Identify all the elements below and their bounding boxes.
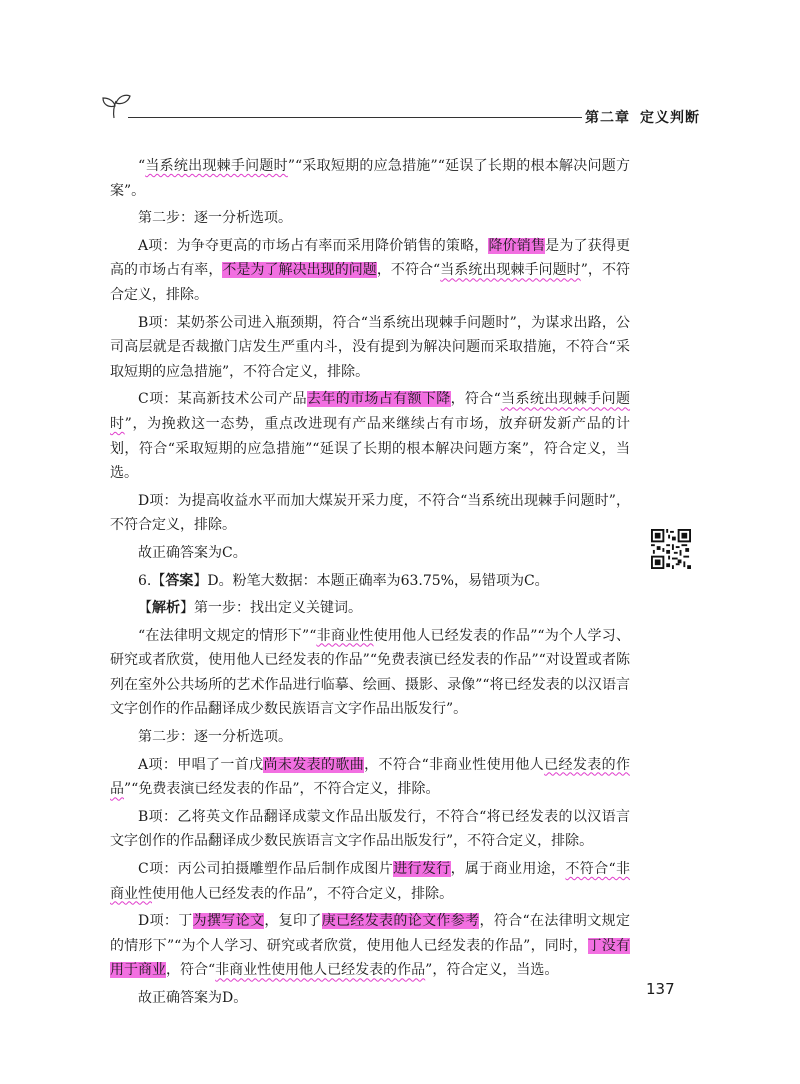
paragraph xyxy=(110,986,630,1011)
text-run: B项：乙将英文作品翻译成蒙文作品出版发行，不符合“将已经发表的以汉语言文字创作的作品翻译成少数民族语言文字作品出版发行”，不符合定义，排除。 xyxy=(110,808,630,850)
text-run: ”“采取短期的应急措施”“延误了长期的根本解决问题方案”。 xyxy=(110,158,630,199)
text-run: ，不符合“ xyxy=(376,262,441,279)
text-run: 使用他人已经发表的作品”，不符合定义，排除。 xyxy=(152,885,454,902)
paragraph xyxy=(110,206,630,231)
paragraph xyxy=(110,569,630,594)
text-run: 故正确答案为C。 xyxy=(138,544,247,561)
header-rule xyxy=(128,117,582,118)
text-run: ”，为挽救这一态势，重点改进现有产品来继续占有市场，放弃研发新产品的计划，符合“采取短期的应急措施”“延误了长期的根本解决问题方案”，符合定义，当选。 xyxy=(110,415,631,482)
text-run: B项：某奶茶公司进入瓶颈期，符合“当系统出现棘手问题时”，为谋求出路，公司高层就是否裁撤门店发生严重内斗，没有提到为解决问题而采取措施，不符合“采取短期的应急措施”，不符合定义，排除。 xyxy=(110,314,630,380)
text-run: D项：丁 xyxy=(138,913,193,930)
text-run: ”“免费表演已经发表的作品”，不符合定义，排除。 xyxy=(124,781,440,798)
paragraph xyxy=(110,234,630,308)
highlighted-text: 庚已经发表的论文作参考 xyxy=(321,913,480,930)
text-run: ，符合“在法律明文规定的情形下”“为个人学习、研究或者欣赏，使用他人已经发表的作品”，同时， xyxy=(110,913,631,954)
wavy-underlined-text: 当系统出现棘手问题时 xyxy=(440,262,581,279)
paragraph xyxy=(110,909,630,983)
chapter-number: 第二章 xyxy=(585,110,630,126)
text-run: 【 xyxy=(138,600,152,617)
text-run: 故正确答案为D。 xyxy=(138,990,248,1006)
text-run: ，不符合“非商业性使用他人 xyxy=(364,756,545,773)
paragraph xyxy=(110,387,630,485)
text-run: ”，符合定义，当选。 xyxy=(425,962,559,979)
chapter-label xyxy=(575,107,700,127)
highlighted-text: 进行发行 xyxy=(393,861,451,878)
page-header xyxy=(100,92,700,132)
paragraph xyxy=(110,311,630,385)
paragraph xyxy=(110,857,630,906)
text-run: 第二步：逐一分析选项。 xyxy=(138,210,292,227)
paragraph xyxy=(110,489,630,538)
text-run: “ xyxy=(138,158,146,174)
text-run: “在法律明文规定的情形下”“ xyxy=(138,627,317,644)
qr-code-icon xyxy=(651,529,691,569)
bold-label: 答案 xyxy=(165,572,194,589)
highlighted-text: 降价销售 xyxy=(488,237,546,254)
text-run: ”，不符合定义，排除。 xyxy=(110,262,630,303)
text-run: 使用他人已经发表的作品”“为个人学习、研究或者欣赏，使用他人已经发表的作品”“免费表演已经发表的作品”“对设置或者陈列在室外公共场所的艺术作品进行临摹、绘画、摄影、录像”“将已经发表的以汉语言文字创作的作品翻译成少数民族语言文字作品出版发行”。 xyxy=(110,627,631,718)
highlighted-text: 去年的市场占有额下降 xyxy=(307,391,451,408)
wavy-underlined-text: 非商业性 xyxy=(316,627,374,644)
wavy-underlined-text: 当系统出现棘手问题时 xyxy=(145,158,288,174)
text-run: 】第一步：找出定义关键词。 xyxy=(180,600,362,617)
text-run: 是为了获得更高的市场占有率， xyxy=(110,237,631,279)
wavy-underlined-text: 当系统出现棘手问题时 xyxy=(110,391,631,432)
text-run: C项：某高新技术公司产品 xyxy=(138,391,307,408)
text-run: 】D。粉笔大数据：本题正确率为63.75%，易错项为C。 xyxy=(193,572,549,589)
chapter-title: 定义判断 xyxy=(640,110,700,126)
text-run: 第二步：逐一分析选项。 xyxy=(138,729,292,746)
bold-label: 解析 xyxy=(152,600,180,617)
text-run: ，符合“ xyxy=(450,391,501,408)
text-run: ，复印了 xyxy=(264,913,322,930)
explanation-body xyxy=(110,154,630,1014)
text-run: ，属于商业用途， xyxy=(450,861,566,878)
wavy-underlined-text: 不符合“非商业性 xyxy=(110,861,631,902)
highlighted-text: 尚未发表的歌曲 xyxy=(263,756,365,773)
text-run: A项：甲唱了一首戊 xyxy=(138,756,264,773)
highlighted-text: 为撰写论文 xyxy=(192,913,265,930)
wavy-underlined-text: 非商业性使用他人已经发表的作品 xyxy=(215,962,426,979)
paragraph xyxy=(110,596,630,621)
paragraph xyxy=(110,753,630,802)
paragraph xyxy=(110,154,630,203)
paragraph xyxy=(110,805,630,854)
text-run: C项：丙公司拍摄雕塑作品后制作成图片 xyxy=(138,861,394,878)
text-run: D项：为提高收益水平而加大煤炭开采力度，不符合“当系统出现棘手问题时”，不符合定义，排除。 xyxy=(110,492,630,534)
wavy-underlined-text: 已经发表的作品 xyxy=(110,756,630,798)
highlighted-text: 不是为了解决出现的问题 xyxy=(222,262,377,279)
text-run: ，符合“ xyxy=(166,962,216,979)
paragraph xyxy=(110,725,630,750)
text-run: 6.【 xyxy=(138,572,166,589)
paragraph xyxy=(110,541,630,566)
page-number: 137 xyxy=(646,980,675,998)
highlighted-text: 丁没有用于商业 xyxy=(110,937,630,979)
paragraph xyxy=(110,624,630,722)
text-run: A项：为争夺更高的市场占有率而采用降价销售的策略， xyxy=(138,237,489,254)
